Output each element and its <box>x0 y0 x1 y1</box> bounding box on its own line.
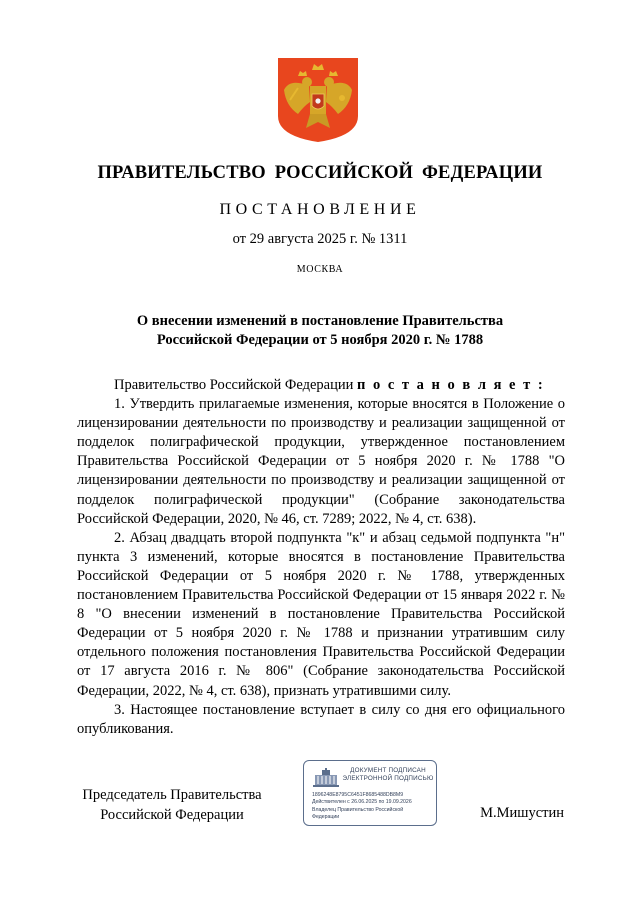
stamp-details <box>312 792 412 822</box>
stamp-owner-line-2: Федерации <box>312 814 340 821</box>
signatory-position-line-2: Российской Федерации <box>100 807 244 823</box>
stamp-title-line-1: ДОКУМЕНТ ПОДПИСАН <box>350 767 426 774</box>
stamp-serial: 1896248E8795C6451F8685488DB8M9 <box>312 792 404 798</box>
paragraph-2: 2. Абзац двадцать второй подпункта "к" и абзац седьмой подпункта "н" пункта 3 изменений, которые вносятся в постановление Правительства Российской Федерации от 5 ноября 2020 г. № 1788, утвержденных постановлением Правительства Российской Федерации от 15 января 2022 г. № 8 "О внесении изменений в постановление Правительства Российской Федерации от 5 ноября 2020 г. № 1788 и признании утратившим силу отдельного положения постановления Правительства Российской Федерации от 17 августа 2016 г. № 806" (Собрание законодательства Российской Федерации, 2022, № 4, ст. 638), признать утратившими силу. <box>77 529 565 699</box>
signatory-name: М.Мишустин <box>480 805 564 821</box>
signatory-position <box>72 785 272 825</box>
stamp-validity: Действителен с 26.06.2025 по 19.09.2026 <box>312 799 412 806</box>
preamble <box>77 376 565 395</box>
government-title: ПРАВИТЕЛЬСТВО РОССИЙСКОЙ ФЕДЕРАЦИИ <box>97 163 543 183</box>
stamp-title <box>342 767 434 783</box>
electronic-signature-stamp <box>303 760 437 826</box>
stamp-title-line-2: ЭЛЕКТРОННОЙ ПОДПИСЬЮ <box>342 775 434 782</box>
document-date-number: от 29 августа 2025 г. № 1311 <box>232 231 408 247</box>
signatory-position-line-1: Председатель Правительства <box>82 787 262 803</box>
document-body <box>77 376 565 739</box>
paragraph-3: 3. Настоящее постановление вступает в силу со дня его официального опубликования. <box>77 701 565 737</box>
preamble-text: Правительство Российской Федерации <box>114 377 357 393</box>
subject-line-1: О внесении изменений в постановление Правительства <box>136 313 504 329</box>
subject-line-2: Российской Федерации от 5 ноября 2020 г. № 1788 <box>156 332 484 348</box>
document-city: МОСКВА <box>296 264 344 275</box>
government-building-icon <box>312 768 340 788</box>
coat-of-arms-icon <box>276 56 360 144</box>
document-type: ПОСТАНОВЛЕНИЕ <box>219 201 421 218</box>
paragraph-1: 1. Утвердить прилагаемые изменения, которые вносятся в Положение о лицензировании деятельности по производству и реализации защищенной от подделок полиграфической продукции, утвержденное постановлением Правительства Российской Федерации от 5 ноября 2020 г. № 1788 "О лицензировании деятельности по производству и реализации защищенной от подделок полиграфической продукции" (Собрание законодательства Российской Федерации, 2020, № 46, ст. 7289; 2022, № 4, ст. 638). <box>77 396 565 527</box>
preamble-decree-word: п о с т а н о в л я е т : <box>356 377 545 393</box>
document-subject <box>60 312 580 350</box>
stamp-owner-line-1: Владелец Правительство Российской <box>312 806 404 813</box>
